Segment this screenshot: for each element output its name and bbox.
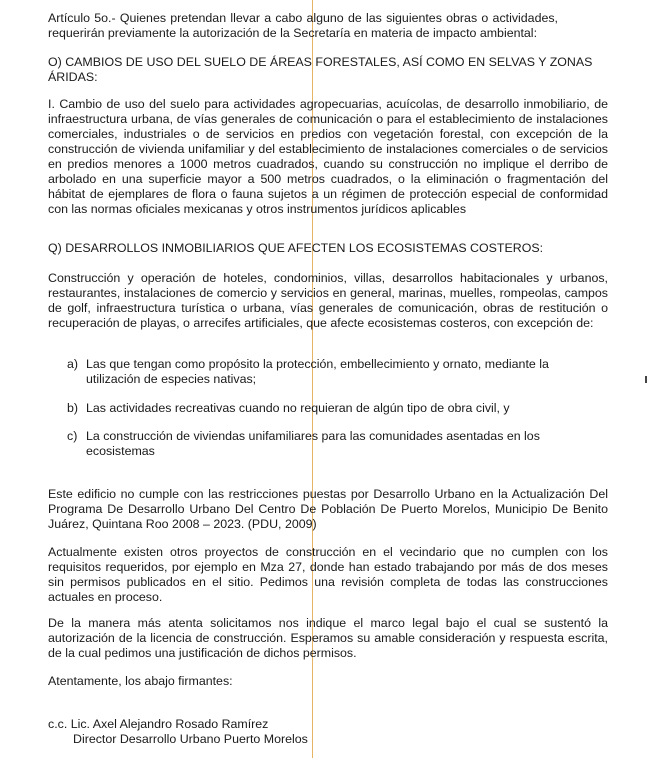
list-item-marker: a) (67, 357, 79, 371)
letter-closing: Atentamente, los abajo firmantes: (48, 674, 233, 688)
cc-recipient-name: c.c. Lic. Axel Alejandro Rosado Ramírez (48, 717, 269, 731)
section-q-paragraph: Construcción y operación de hoteles, condominios, villas, desarrollos habitacionales y urbanos, restaurantes, instalaciones de comercio y servicios en general, marinas, muelles, rompeolas, campos de golf, infraestructura turística o urbana, vías generales de comunicación, obras de restitución o recuperación de playas, o arrecifes artificiales, que afecte ecosistemas costeros, con excepción de: (48, 271, 608, 330)
list-item-text: La construcción de viviendas unifamiliares para las comunidades asentadas en los ecosistemas (86, 429, 540, 458)
section-o-paragraph: I. Cambio de uso del suelo para actividades agropecuarias, acuícolas, de desarrollo inmobiliario, de infraestructura urbana, de vías generales de comunicación o para el establecimiento de instalaciones comerciales, industriales o de servicios en predios con vegetación forestal, con excepción de la construcción de vivienda unifamiliar y del establecimiento de instalaciones comerciales o de servicios en predios menores a 1000 metros cuadrados, cuando su construcción no implique el derribo de arbolado en una superficie mayor a 500 metros cuadrados, o la eliminación o fragmentación del hábitat de ejemplares de flora o fauna sujetos a un régimen de protección especial de conformidad con las normas oficiales mexicanas y otros instrumentos jurídicos aplicables (48, 97, 608, 216)
list-item-marker: c) (67, 429, 78, 443)
cc-recipient-title: Director Desarrollo Urbano Puerto Morelos (73, 732, 308, 746)
list-item-marker: b) (67, 401, 79, 415)
section-o-heading: O) CAMBIOS DE USO DEL SUELO DE ÁREAS FORESTALES, ASÍ COMO EN SELVAS Y ZONAS ÁRIDAS: (48, 55, 593, 84)
letter-paragraph-pdu: Este edificio no cumple con las restricciones puestas por Desarrollo Urbano en la Actualización Del Programa De Desarrollo Urbano Del Centro De Población De Puerto Morelos, Municipio De Benito Juárez, Quintana Roo 2008 – 2023. (PDU, 2009) (48, 487, 608, 531)
letter-paragraph-neighborhood: Actualmente existen otros proyectos de construcción en el vecindario que no cumplen con los requisitos requeridos, por ejemplo en Mza 27, donde han estado trabajando por más de dos meses sin permisos publicados en el sitio. Pedimos una revisión completa de todas las construcciones actuales en proceso. (48, 545, 608, 604)
article-intro: Artículo 5o.- Quienes pretendan llevar a cabo alguno de las siguientes obras o actividades, requerirán previamente la autorización de la Secretaría en materia de impacto ambiental: (48, 11, 558, 40)
section-q-heading: Q) DESARROLLOS INMOBILIARIOS QUE AFECTEN LOS ECOSISTEMAS COSTEROS: (48, 241, 544, 255)
list-item-text: Las actividades recreativas cuando no requieran de algún tipo de obra civil, y (86, 401, 510, 415)
list-item-text: Las que tengan como propósito la protección, embellecimiento y ornato, mediante la utilización de especies nativas; (86, 357, 549, 386)
scan-edge-mark (645, 376, 647, 383)
letter-paragraph-request: De la manera más atenta solicitamos nos indique el marco legal bajo el cual se sustentó la autorización de la licencia de construcción. Esperamos su amable consideración y respuesta escrita, de la cual pedimos una justificación de dichos permisos. (48, 616, 608, 660)
